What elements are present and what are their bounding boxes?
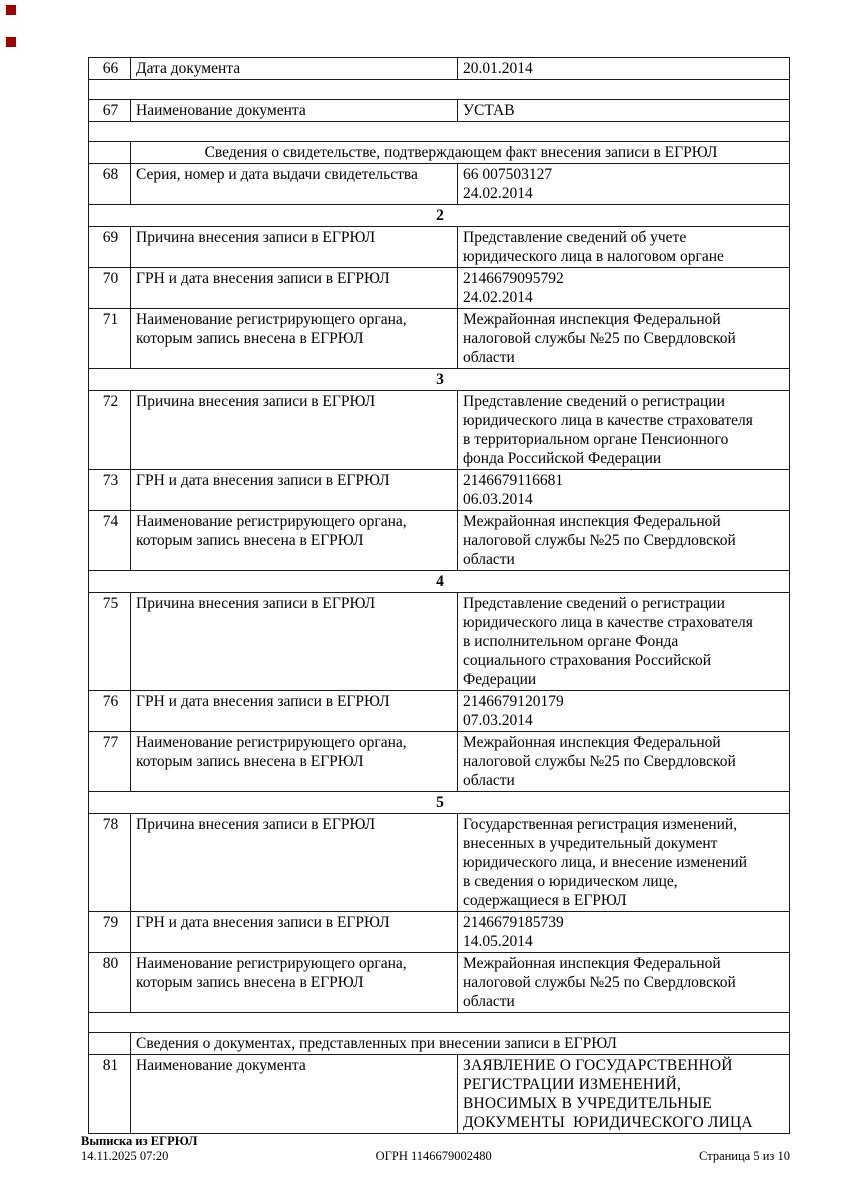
- table-row: [89, 58, 790, 80]
- table-row: [89, 792, 790, 814]
- value-line: области: [463, 349, 515, 366]
- row-number-cell: 71: [89, 309, 131, 369]
- field-label-cell: Причина внесения записи в ЕГРЮЛ: [131, 814, 458, 912]
- value-line: Представление сведений об учете: [463, 229, 687, 246]
- value-line: Межрайонная инспекция Федеральной: [463, 311, 721, 328]
- value-line: области: [463, 551, 515, 568]
- value-line: 06.03.2014: [463, 491, 533, 508]
- field-value-cell: [458, 309, 790, 369]
- red-marker-icon: [6, 37, 16, 47]
- value-line: налоговой службы №25 по Свердловской: [463, 330, 736, 347]
- table-row: [89, 309, 790, 369]
- spacer-cell: [89, 122, 790, 142]
- field-value-cell: [458, 227, 790, 268]
- field-label-cell: Наименование документа: [131, 1055, 458, 1134]
- field-value-cell: [458, 391, 790, 470]
- row-number-cell: 70: [89, 268, 131, 309]
- field-value-cell: [458, 268, 790, 309]
- value-line: налоговой службы №25 по Свердловской: [463, 532, 736, 549]
- row-number-cell: 73: [89, 470, 131, 511]
- value-line: фонда Российской Федерации: [463, 450, 662, 467]
- value-line: юридического лица, и внесение изменений: [463, 854, 748, 871]
- field-label-cell: Наименование документа: [131, 100, 458, 122]
- table-row: [89, 268, 790, 309]
- field-value-cell: [458, 732, 790, 792]
- table-row: [89, 227, 790, 268]
- value-line: Государственная регистрация изменений,: [463, 816, 738, 833]
- table-row: [89, 814, 790, 912]
- field-value-cell: [458, 164, 790, 205]
- field-value-cell: [458, 953, 790, 1013]
- field-value-cell: [458, 511, 790, 571]
- value-line: в территориальном органе Пенсионного: [463, 431, 729, 448]
- table-row: [89, 1013, 790, 1033]
- table-row: [89, 100, 790, 122]
- field-value-cell: [458, 814, 790, 912]
- table-row: [89, 1055, 790, 1134]
- field-value-cell: [458, 1055, 790, 1134]
- field-value-cell: [458, 912, 790, 953]
- row-number-cell: 81: [89, 1055, 131, 1134]
- value-line: 14.05.2014: [463, 933, 533, 950]
- field-value-cell: [458, 593, 790, 691]
- row-number-cell: 67: [89, 100, 131, 122]
- value-line: внесенных в учредительный документ: [463, 835, 718, 852]
- spacer-cell: [89, 1013, 790, 1033]
- field-label-cell: ГРН и дата внесения записи в ЕГРЮЛ: [131, 470, 458, 511]
- section-header-cell: Сведения о свидетельстве, подтверждающем факт внесения записи в ЕГРЮЛ: [131, 142, 790, 164]
- row-number-cell: 75: [89, 593, 131, 691]
- value-line: содержащиеся в ЕГРЮЛ: [463, 892, 627, 909]
- value-line: 24.02.2014: [463, 185, 533, 202]
- row-number-cell: 80: [89, 953, 131, 1013]
- value-line: Федерации: [463, 671, 537, 688]
- spacer-cell: [89, 80, 790, 100]
- row-number-cell: 79: [89, 912, 131, 953]
- value-line: социального страхования Российской: [463, 652, 712, 669]
- field-value-cell: [458, 691, 790, 732]
- table-row: [89, 1033, 790, 1055]
- value-line: Межрайонная инспекция Федеральной: [463, 955, 721, 972]
- value-line: 66 007503127: [463, 166, 553, 183]
- value-line: области: [463, 993, 515, 1010]
- table-row: [89, 122, 790, 142]
- value-line: 24.02.2014: [463, 289, 533, 306]
- table-row: [89, 470, 790, 511]
- table-row: [89, 164, 790, 205]
- field-label-cell: Наименование регистрирующего органа, которым запись внесена в ЕГРЮЛ: [131, 732, 458, 792]
- row-number-cell: [89, 142, 131, 164]
- table-row: [89, 912, 790, 953]
- value-line: ВНОСИМЫХ В УЧРЕДИТЕЛЬНЫЕ: [463, 1095, 713, 1112]
- row-number-cell: 69: [89, 227, 131, 268]
- field-label-cell: Наименование регистрирующего органа, которым запись внесена в ЕГРЮЛ: [131, 511, 458, 571]
- group-number-cell: 3: [89, 369, 790, 391]
- table-row: [89, 80, 790, 100]
- field-value-cell: [458, 58, 790, 80]
- field-label-cell: Серия, номер и дата выдачи свидетельства: [131, 164, 458, 205]
- value-line: ЗАЯВЛЕНИЕ О ГОСУДАРСТВЕННОЙ: [463, 1057, 733, 1074]
- field-label-cell: Причина внесения записи в ЕГРЮЛ: [131, 391, 458, 470]
- field-label-cell: Причина внесения записи в ЕГРЮЛ: [131, 593, 458, 691]
- row-number-cell: 66: [89, 58, 131, 80]
- field-label-cell: ГРН и дата внесения записи в ЕГРЮЛ: [131, 268, 458, 309]
- field-label-cell: Причина внесения записи в ЕГРЮЛ: [131, 227, 458, 268]
- value-line: УСТАВ: [463, 102, 515, 119]
- value-line: Представление сведений о регистрации: [463, 595, 725, 612]
- value-line: юридического лица в налоговом органе: [463, 248, 724, 265]
- field-label-cell: Дата документа: [131, 58, 458, 80]
- value-line: 2146679116681: [463, 472, 564, 489]
- row-number-cell: 76: [89, 691, 131, 732]
- row-number-cell: 72: [89, 391, 131, 470]
- value-line: 20.01.2014: [463, 60, 533, 77]
- row-number-cell: 68: [89, 164, 131, 205]
- footer-page-indicator: Страница 5 из 10: [699, 1149, 790, 1163]
- row-number-cell: 77: [89, 732, 131, 792]
- field-value-cell: [458, 470, 790, 511]
- egrul-table: [88, 57, 790, 1134]
- value-line: в исполнительном органе Фонда: [463, 633, 679, 650]
- field-label-cell: ГРН и дата внесения записи в ЕГРЮЛ: [131, 691, 458, 732]
- table-row: [89, 205, 790, 227]
- table-row: [89, 953, 790, 1013]
- value-line: Межрайонная инспекция Федеральной: [463, 513, 721, 530]
- footer-datetime: 14.11.2025 07:20: [81, 1149, 169, 1163]
- footer-doc-title: Выписка из ЕГРЮЛ: [81, 1134, 198, 1148]
- field-label-cell: Наименование регистрирующего органа, которым запись внесена в ЕГРЮЛ: [131, 309, 458, 369]
- section-header-cell: Сведения о документах, представленных при внесении записи в ЕГРЮЛ: [131, 1033, 790, 1055]
- value-line: в сведения о юридическом лице,: [463, 873, 678, 890]
- table-row: [89, 571, 790, 593]
- field-label-cell: ГРН и дата внесения записи в ЕГРЮЛ: [131, 912, 458, 953]
- value-line: 2146679120179: [463, 693, 564, 710]
- value-line: области: [463, 772, 515, 789]
- row-number-cell: [89, 1033, 131, 1055]
- value-line: налоговой службы №25 по Свердловской: [463, 753, 736, 770]
- red-marker-icon: [6, 5, 16, 15]
- value-line: ДОКУМЕНТЫ ЮРИДИЧЕСКОГО ЛИЦА: [463, 1114, 753, 1131]
- value-line: РЕГИСТРАЦИИ ИЗМЕНЕНИЙ,: [463, 1076, 682, 1093]
- value-line: Межрайонная инспекция Федеральной: [463, 734, 721, 751]
- value-line: юридического лица в качестве страхователя: [463, 614, 753, 631]
- table-row: [89, 391, 790, 470]
- table-row: [89, 691, 790, 732]
- field-label-cell: Наименование регистрирующего органа, которым запись внесена в ЕГРЮЛ: [131, 953, 458, 1013]
- row-number-cell: 74: [89, 511, 131, 571]
- value-line: 2146679185739: [463, 914, 564, 931]
- footer-ogrn: ОГРН 1146679002480: [375, 1149, 492, 1163]
- value-line: налоговой службы №25 по Свердловской: [463, 974, 736, 991]
- egrul-table-body: [89, 58, 790, 1134]
- table-row: [89, 511, 790, 571]
- footer: [81, 1134, 790, 1164]
- row-number-cell: 78: [89, 814, 131, 912]
- table-row: [89, 369, 790, 391]
- table-row: [89, 593, 790, 691]
- value-line: 07.03.2014: [463, 712, 533, 729]
- value-line: Представление сведений о регистрации: [463, 393, 725, 410]
- table-row: [89, 142, 790, 164]
- field-value-cell: [458, 100, 790, 122]
- value-line: юридического лица в качестве страхователя: [463, 412, 753, 429]
- group-number-cell: 5: [89, 792, 790, 814]
- table-row: [89, 732, 790, 792]
- group-number-cell: 2: [89, 205, 790, 227]
- group-number-cell: 4: [89, 571, 790, 593]
- value-line: 2146679095792: [463, 270, 564, 287]
